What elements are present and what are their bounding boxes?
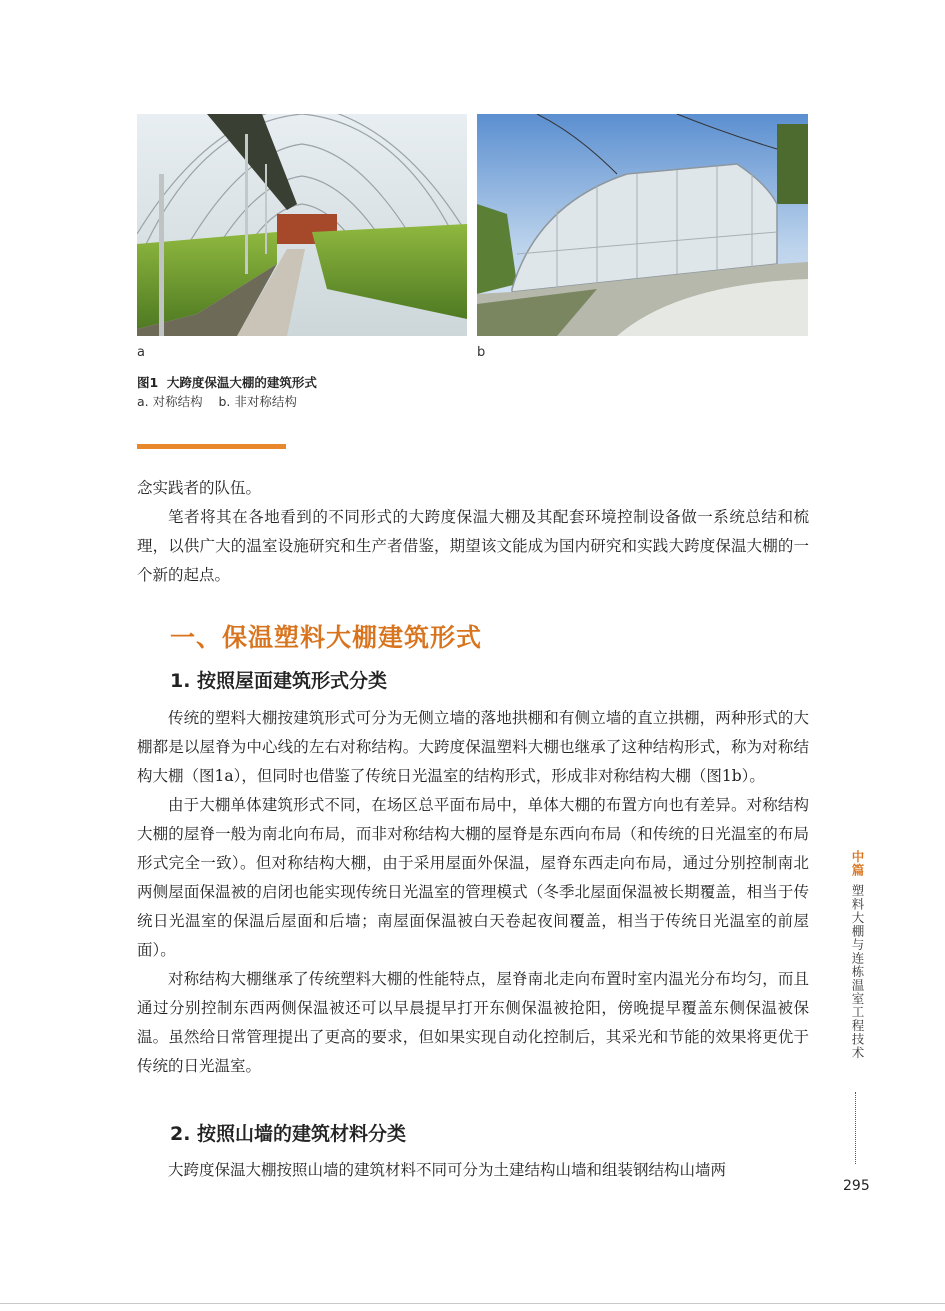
subsection-2-paragraph-1: 大跨度保温大棚按照山墙的建筑材料不同可分为土建结构山墙和组装钢结构山墙两 [168, 1161, 727, 1179]
sidebar-book-title: 塑料大棚与连栋温室工程技术 [850, 884, 865, 1060]
figure-label-a: a [137, 345, 145, 360]
subsection-heading-1: 1. 按照屋面建筑形式分类 [170, 670, 388, 692]
subsection-1-content [137, 704, 809, 1081]
intro-paragraph-2: 笔者将其在各地看到的不同形式的大跨度保温大棚及其配套环境控制设备做一系统总结和梳理，以供广大的温室设施研究和生产者借鉴，期望该文能成为国内研究和实践大跨度保温大棚的一个新的起点。 [137, 508, 809, 584]
subsection-heading-2: 2. 按照山墙的建筑材料分类 [170, 1123, 407, 1145]
subsection-1-paragraph-1: 传统的塑料大棚按建筑形式可分为无侧立墙的落地拱棚和有侧立墙的直立拱棚，两种形式的大棚都是以屋脊为中心线的左右对称结构。大跨度保温塑料大棚也继承了这种结构形式，称为对称结构大棚（图1a），但同时也借鉴了传统日光温室的结构形式，形成非对称结构大棚（图1b）。 [137, 709, 809, 785]
sidebar-section-mark: 中篇 [850, 850, 865, 877]
figure-photo-a [137, 114, 467, 336]
subsection-2-content [137, 1156, 809, 1185]
figure-caption-title: 图1 大跨度保温大棚的建筑形式 [137, 375, 317, 390]
figure-caption-subtitle: a. 对称结构 b. 非对称结构 [137, 394, 297, 409]
sidebar-dotted-rule [855, 1092, 856, 1164]
figure-label-b: b [477, 345, 486, 360]
page-number: 295 [843, 1178, 870, 1194]
section-heading: 一、保温塑料大棚建筑形式 [170, 623, 483, 652]
subsection-1-paragraph-2: 由于大棚单体建筑形式不同，在场区总平面布局中，单体大棚的布置方向也有差异。对称结构大棚的屋脊一般为南北向布局，而非对称结构大棚的屋脊是东西向布局（和传统的日光温室的布局形式完全一致）。但对称结构大棚，由于采用屋面外保温，屋脊东西走向布局，通过分别控制南北两侧屋面保温被的启闭也能实现传统日光温室的管理模式（冬季北屋面保温被长期覆盖，相当于传统日光温室的保温后屋面和后墙；南屋面保温被白天卷起夜间覆盖，相当于传统日光温室的前屋面）。 [137, 796, 809, 959]
section-divider [137, 444, 286, 449]
body-content [137, 474, 809, 590]
figure-photo-b [477, 114, 808, 336]
page-bottom-edge [0, 1303, 945, 1304]
subsection-1-paragraph-3: 对称结构大棚继承了传统塑料大棚的性能特点，屋脊南北走向布置时室内温光分布均匀，而且通过分别控制东西两侧保温被还可以早晨提早打开东侧保温被抢阳，傍晚提早覆盖东侧保温被保温。虽然给日常管理提出了更高的要求，但如果实现自动化控制后，其采光和节能的效果将更优于传统的日光温室。 [137, 970, 809, 1075]
intro-paragraph-1: 念实践者的队伍。 [137, 479, 262, 497]
